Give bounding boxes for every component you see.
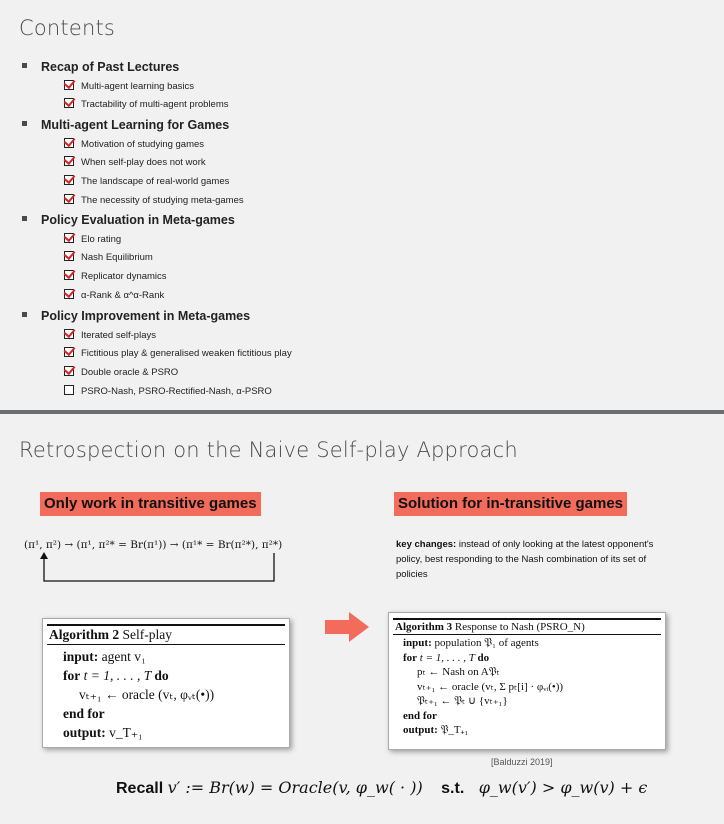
list-item: The landscape of real-world games: [64, 176, 229, 187]
checked-box-icon: [64, 251, 74, 261]
algo-line: vₜ₊₁ ← oracle (vₜ, φᵥₜ(•)): [79, 687, 215, 702]
checked-box-icon: [64, 347, 74, 357]
right-highlight: Solution for in-transitive games: [394, 492, 627, 516]
section-policy-evaluation: Policy Evaluation in Meta-games: [22, 213, 235, 227]
section-policy-improvement: Policy Improvement in Meta-games: [22, 309, 250, 323]
list-item: Nash Equilibrium: [64, 252, 153, 263]
checked-box-icon: [64, 270, 74, 280]
key-changes-note: key changes: instead of only looking at the latest opponent's policy, best responding to the Nash combination of its set of policies: [396, 539, 654, 580]
list-item: Fictitious play & generalised weaken fictitious play: [64, 348, 292, 359]
algorithm-2-box: [42, 618, 290, 748]
retrospection-slide: [0, 414, 724, 824]
list-item: α-Rank & α^α-Rank: [64, 290, 164, 301]
algo-line: vₜ₊₁ ← oracle (vₜ, Σ pₜ[i] · φᵥᵢ(•)): [417, 680, 564, 693]
algo-line: 𝔓ₜ₊₁ ← 𝔓ₜ ∪ {vₜ₊₁}: [417, 695, 508, 707]
algo-line: pₜ ← Nash on A𝔓ₜ: [417, 666, 500, 678]
bullet-icon: [22, 216, 27, 221]
bullet-icon: [22, 63, 27, 68]
checked-box-icon: [64, 98, 74, 108]
algo-line: output: v_T₊₁: [63, 725, 143, 740]
list-item: Replicator dynamics: [64, 271, 167, 282]
algo-line: input: population 𝔓₁ of agents: [403, 637, 539, 649]
list-item: Multi-agent learning basics: [64, 81, 194, 92]
contents-slide: [0, 0, 724, 410]
list-item: When self-play does not work: [64, 157, 206, 168]
recall-formula: Recall v′ := Br(w) = Oracle(v, φ_w( · )) s.t. φ_w(v′) > φ_w(v) + ϵ: [116, 778, 648, 797]
checked-box-icon: [64, 329, 74, 339]
checked-box-icon: [64, 156, 74, 166]
list-item: Double oracle & PSRO: [64, 367, 178, 378]
checked-box-icon: [64, 80, 74, 90]
section-recap: Recap of Past Lectures: [22, 60, 179, 74]
unchecked-box-icon: [64, 385, 74, 395]
retrospection-title: Retrospection on the Naive Self-play Approach: [19, 438, 518, 462]
algorithm-2-header: Algorithm 2 Self-play: [47, 624, 285, 645]
list-item: Tractability of multi-agent problems: [64, 99, 228, 110]
checked-box-icon: [64, 175, 74, 185]
bullet-icon: [22, 121, 27, 126]
algo-line: end for: [403, 709, 437, 722]
list-item: Motivation of studying games: [64, 139, 204, 150]
algo-line: end for: [63, 706, 105, 721]
algo-line: for t = 1, . . . , T do: [403, 651, 490, 664]
list-item: Iterated self-plays: [64, 330, 156, 341]
algo-line: input: agent v₁: [63, 649, 146, 664]
checked-box-icon: [64, 138, 74, 148]
checked-box-icon: [64, 366, 74, 376]
list-item: Elo rating: [64, 234, 121, 245]
section-multi-agent-games: Multi-agent Learning for Games: [22, 118, 229, 132]
bullet-icon: [22, 312, 27, 317]
left-highlight: Only work in transitive games: [40, 492, 261, 516]
algorithm-3-header: Algorithm 3 Response to Nash (PSRO_N): [393, 618, 661, 635]
list-item: PSRO-Nash, PSRO-Rectified-Nash, α-PSRO: [64, 386, 272, 397]
checked-box-icon: [64, 289, 74, 299]
self-play-equation: (π¹, π²) → (π¹, π²* = Br(π¹)) → (π¹* = Br(π²*), π²*): [24, 539, 283, 551]
algo-line: for t = 1, . . . , T do: [63, 668, 169, 683]
algorithm-3-box: [388, 612, 666, 750]
checked-box-icon: [64, 194, 74, 204]
algo-line: output: 𝔓_T₊₁: [403, 724, 469, 736]
loop-back-arrow-icon: [38, 551, 278, 587]
contents-title: Contents: [19, 16, 116, 40]
checked-box-icon: [64, 233, 74, 243]
citation: [Balduzzi 2019]: [491, 757, 553, 767]
list-item: The necessity of studying meta-games: [64, 195, 244, 206]
right-arrow-icon: [325, 612, 371, 642]
